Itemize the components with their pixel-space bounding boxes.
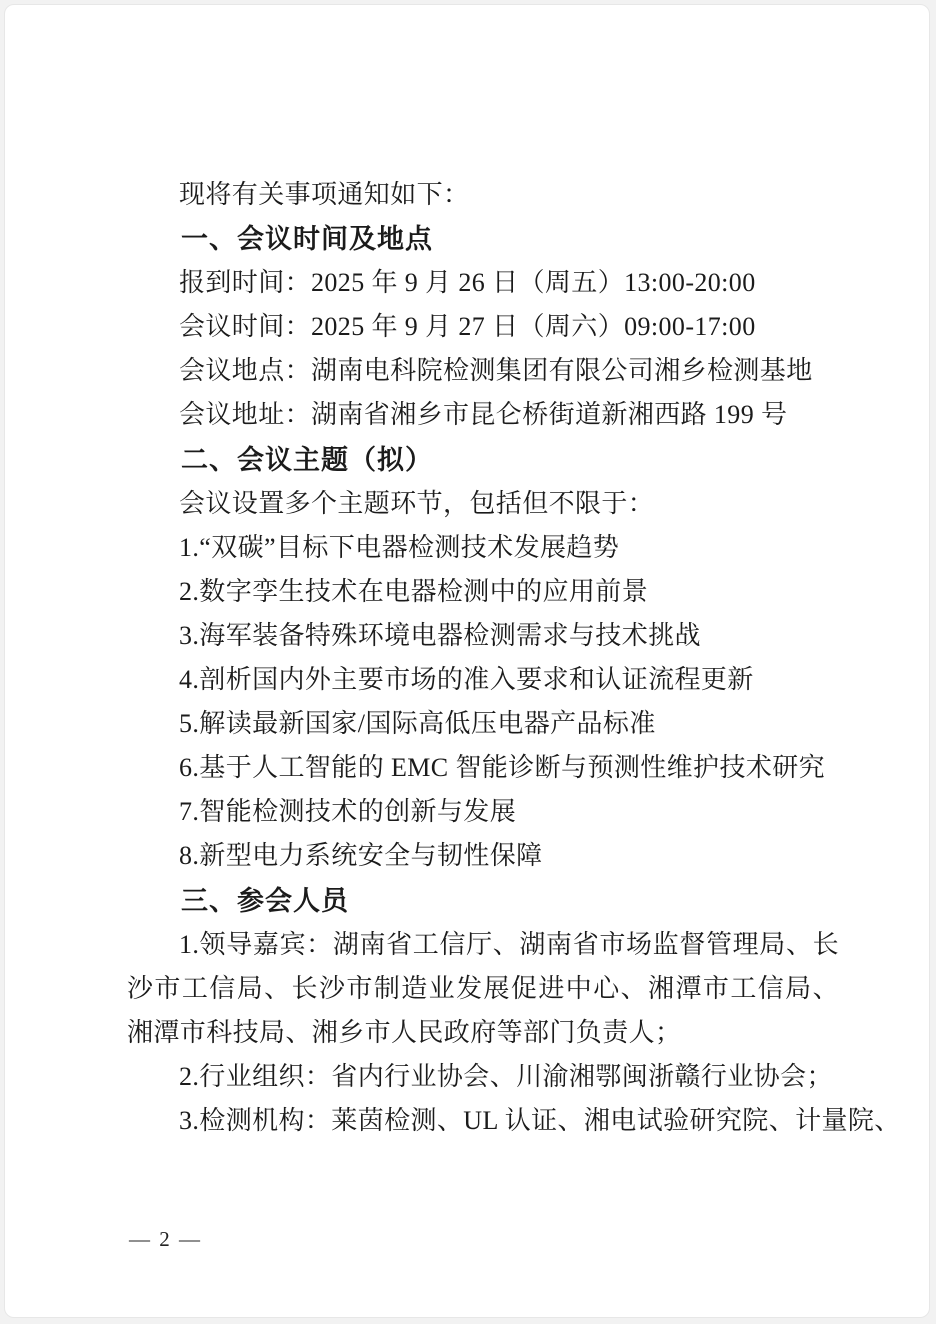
topic-item-7: 7.智能检测技术的创新与发展 [179, 797, 517, 827]
document-page [4, 4, 930, 1318]
intro-paragraph: 现将有关事项通知如下： [179, 180, 470, 209]
meeting-venue-line: 会议地点：湖南电科院检测集团有限公司湘乡检测基地 [179, 356, 813, 386]
section-3-heading: 三、参会人员 [181, 885, 349, 916]
section-2-heading: 二、会议主题（拟） [181, 444, 433, 475]
topic-item-3: 3.海军装备特殊环境电器检测需求与技术挑战 [179, 620, 701, 650]
topic-item-2: 2.数字孪生技术在电器检测中的应用前景 [179, 576, 649, 606]
topic-item-5: 5.解读最新国家/国际高低压电器产品标准 [179, 709, 656, 739]
topic-item-4: 4.剖析国内外主要市场的准入要求和认证流程更新 [179, 665, 754, 695]
topic-item-1: 1.“双碳”目标下电器检测技术发展趋势 [179, 532, 620, 562]
page-number: — 2 — [129, 1227, 202, 1251]
meeting-address-line: 会议地址：湖南省湘乡市昆仑桥街道新湘西路 199 号 [179, 400, 788, 430]
meeting-time-line: 会议时间：2025 年 9 月 27 日（周六）09:00-17:00 [179, 312, 756, 342]
topics-lead-paragraph: 会议设置多个主题环节，包括但不限于： [179, 488, 655, 518]
attendee-paragraph-institutes: 3.检测机构：莱茵检测、UL 认证、湘电试验研究院、计量院、 [179, 1105, 901, 1135]
attendee-paragraph-leaders: 1.领导嘉宾：湖南省工信厅、湖南省市场监督管理局、长沙市工信局、长沙市制造业发展促进中心、湘潭市工信局、湘潭市科技局、湘乡市人民政府等部门负责人； [127, 929, 839, 1047]
attendee-paragraph-associations: 2.行业组织：省内行业协会、川渝湘鄂闽浙赣行业协会； [179, 1061, 833, 1091]
topic-item-8: 8.新型电力系统安全与韧性保障 [179, 841, 543, 871]
checkin-time-line: 报到时间：2025 年 9 月 26 日（周五）13:00-20:00 [179, 268, 756, 298]
topic-item-6: 6.基于人工智能的 EMC 智能诊断与预测性维护技术研究 [179, 753, 826, 783]
section-1-heading: 一、会议时间及地点 [181, 224, 433, 255]
document-body [127, 173, 901, 1143]
